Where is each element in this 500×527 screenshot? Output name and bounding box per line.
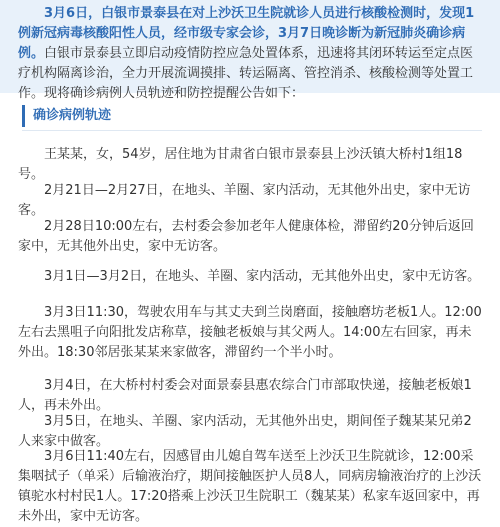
case-profile-paragraph: 王某某，女，54岁，居住地为甘肃省白银市景泰县上沙沃镇大桥村1组18号。 [18, 147, 463, 182]
trajectory-paragraph-mar3: 3月3日11:30，驾驶农用车与其丈夫到兰岗磨面，接触磨坊老板1人。12:00左右去黑咀子向阳批发店称草，接触老板娘与其父两人。14:00左右回家，再未外出。18:30邻居张某某来家做客，滞留约一个半小时。 [18, 305, 482, 360]
trajectory-paragraph-mar4: 3月4日，在大桥村村委会对面景泰县惠农综合门市部取快递，接触老板娘1人，再未外出。 [18, 378, 472, 413]
section-heading-case-trajectory: 确诊病例轨迹 [22, 105, 122, 127]
trajectory-paragraph-mar6: 3月6日11:40左右，因感冒由儿媳自驾车送至上沙沃卫生院就诊，12:00采集咽拭子（单采）后输液治疗，期间接触医护人员8人，同病房输液治疗的上沙沃镇驼水村村民1人。17:20搭乘上沙沃卫生院职工（魏某某）私家车返回家中，再未外出，家中无访客。 [18, 449, 482, 524]
trajectory-paragraph-mar1-2: 3月1日—3月2日，在地头、羊圈、家内活动，无其他外出史，家中无访客。 [44, 269, 481, 284]
lead-paragraph [18, 4, 482, 104]
trajectory-paragraph-mar5: 3月5日，在地头、羊圈、家内活动，无其他外出史，期间侄子魏某某兄弟2人来家中做客。 [18, 414, 472, 449]
lead-highlight-text: 3月6日，白银市景泰县在对上沙沃卫生院就诊人员进行核酸检测时，发现1例新冠病毒核酸阳性人员，经市级专家会诊，3月7日晚诊断为新冠肺炎确诊病例。 [18, 6, 475, 61]
trajectory-paragraph-feb21-27: 2月21日—2月27日，在地头、羊圈、家内活动，无其他外出史，家中无访客。 [18, 183, 471, 218]
trajectory-paragraph-feb28: 2月28日10:00左右，去村委会参加老年人健康体检，滞留约20分钟后返回家中，无其他外出史，家中无访客。 [18, 219, 474, 254]
lead-body-text: 白银市景泰县立即启动疫情防控应急处置体系，迅速将其闭环转运至定点医疗机构隔离诊治，全力开展流调摸排、转运隔离、管控消杀、核酸检测等处置工作。现将确诊病例人员轨迹和防控提醒公告如下： [18, 46, 474, 101]
section-divider [22, 130, 482, 131]
lead-summary-box [0, 0, 500, 101]
